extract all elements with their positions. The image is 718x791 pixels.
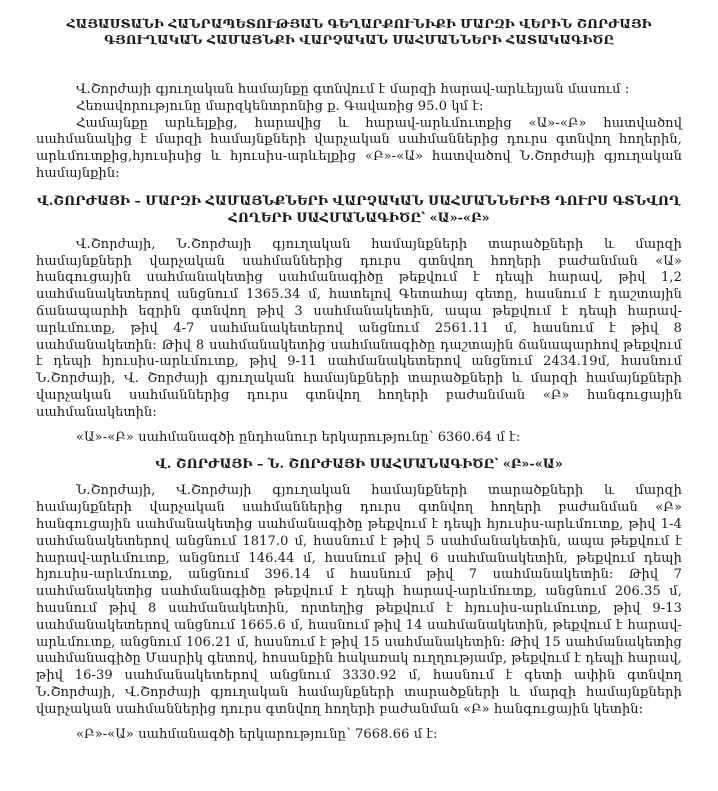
document-title-line1: ՀԱՅԱՍՏԱՆԻ ՀԱՆՐԱՊԵՏՈՒԹՅԱՆ ԳԵՂԱՐՔՈՒՆԻՔԻ ՄԱՐԶԻ ՎԵՐԻՆ ՇՈՐԺԱՅԻ — [66, 16, 652, 31]
paragraph-distance: Հեռավորությունը մարզկենտրոնից ք. Գավառից 95.0 կմ է: — [76, 98, 484, 114]
paragraph-boundary-ba: Ն.Շորժայի, Վ.Շորժայի գյուղական համայնքների տարածքների և մարզի համայնքների վարչական սահմաններից դուրս գտնվող հողերի բաժանման «Բ» հանգուցային սահմանակետից սահմանագիծը թեքվում է դեպի հյուսիս-արևմուտք, թիվ 1-4 սահմանակետերով անցնում 1817.0 մ, հասնում է թիվ 5 սահմանակետին, ապա թեքվում է հարավ-արևմուտք, անցնում 146.44 մ, հասնում թիվ 6 սահմանակետին, թեքվում դեպի հյուսիս-արևմուտք, անցնում 396.14 մ հասնում թիվ 7 սահմանակետին: Թիվ 7 սահմանակետից սահմանագիծը թեքվում է դեպի հարավ-արևմուտք, անցնում 206.35 մ, հասնում թիվ 8 սահմանակետին, որտեղից թեքվում է հյուսիս-արևմուտք, թիվ 9-13 սահմանակետերով անցնում 1665.6 մ, հասնում թիվ 14 սահմանակետին, թեքվում է հարավ-արևմուտք, անցնում 106.21 մ, հասնում է թիվ 15 սահմանակետին: Թիվ 15 սահմանակետից սահմանագիծը Մասրիկ գետով, հոսանքին հակառակ ուղղությամբ, թեքվում է դեպի հարավ, թիվ 16-39 սահմանակետերով անցնում 3330.92 մ, հասնում է գետի ափին գտնվող Ն.Շորժայի, Վ.Շորժայի գյուղական համայնքների տարածքների և մարզի համայնքների վարչական սահմաններից դուրս գտնվող հողերի բաժանման «Բ» հանգուցային կետին: — [36, 483, 682, 717]
document-title-line2: ԳՅՈՒՂԱԿԱՆ ՀԱՄԱՅՆՔԻ ՎԱՐՉԱԿԱՆ ՍԱՀՄԱՆՆԵՐԻ ՀԱՏԱԿԱԳԻԾԸ — [104, 32, 614, 47]
paragraph-adjacency: Համայնքը արևելքից, հարավից և հարավ-արևմուտքից «Ա»-«Բ» հատվածով սահմանակից է մարզի համայնքների վարչական սահմաններից դուրս գտնվող հողերին, արևմուտքից,հյուսիսից և հյուսիս-արևելքից «Բ»-«Ա» հատվածով Ն.Շորժայի գյուղական համայնքին: — [36, 115, 682, 181]
document-title — [36, 16, 682, 48]
section-heading-ab-line2: ՀՈՂԵՐԻ ՍԱՀՄԱՆԱԳԻԾԸ՝ «Ա»-«Բ» — [228, 210, 490, 226]
paragraph-ba-total-length: «Բ»-«Ա» սահմանագծի երկարությունը՝ 7668.66 մ է: — [76, 726, 438, 742]
section-heading-ba — [36, 456, 682, 473]
paragraph-location: Վ.Շորժայի գյուղական համայնքը գտնվում է մարզի հարավ-արևելյան մասում : — [76, 82, 630, 97]
section-heading-ba-line1: Վ. ՇՈՐԺԱՅԻ – Ն. ՇՈՐԺԱՅԻ ՍԱՀՄԱՆԱԳԻԾԸ՝ «Բ»-«Ա» — [155, 457, 563, 473]
title-spacer — [36, 54, 682, 82]
paragraph-ab-total-length: «Ա»-«Բ» սահմանագծի ընդհանուր երկարությունը՝ 6360.64 մ է: — [76, 429, 521, 445]
paragraph-boundary-ab: Վ.Շորժայի, Ն.Շորժայի գյուղական համայնքների տարածքների և մարզի համայնքների վարչական սահմաններից դուրս գտնվող հողերի բաժանման «Ա» հանգուցային սահմանակետից սահմանագիծը թեքվում է դեպի հարավ, թիվ 1,2 սահմանակետերով անցնում 1365.34 մ, հատելով Գետահայ գետը, հասնում է դաշտային ճանապարհի եզրին գտնվող թիվ 3 սահմանակետին, ապա թեքվում է դեպի հարավ-արևմուտք, թիվ 4-7 սահմանակետերով անցնում 2561.11 մ, հասնում է թիվ 8 սահմանակետին: Թիվ 8 սահմանակետից սահմանագիծը դաշտային ճանապարհով թեքվում է դեպի հյուսիս-արևմուտք, թիվ 9-11 սահմանակետերով անցնում 2434.19մ, հասնում Ն.Շորժայի, Վ. Շորժայի գյուղական համայնքների տարածքների և մարզի համայնքների վարչական սահմաններից դուրս գտնվող հողերի բաժանման «Բ» հանգուցային սահմանակետին: — [36, 236, 682, 420]
section-heading-ab — [36, 193, 682, 227]
section-heading-ab-line1: Վ.ՇՈՐԺԱՅԻ – ՄԱՐԶԻ ՀԱՄԱՅՆՔՆԵՐԻ ՎԱՐՉԱԿԱՆ ՍԱՀՄԱՆՆԵՐԻՑ ԴՈՒՐՍ ԳՏՆՎՈՂ — [37, 193, 681, 209]
